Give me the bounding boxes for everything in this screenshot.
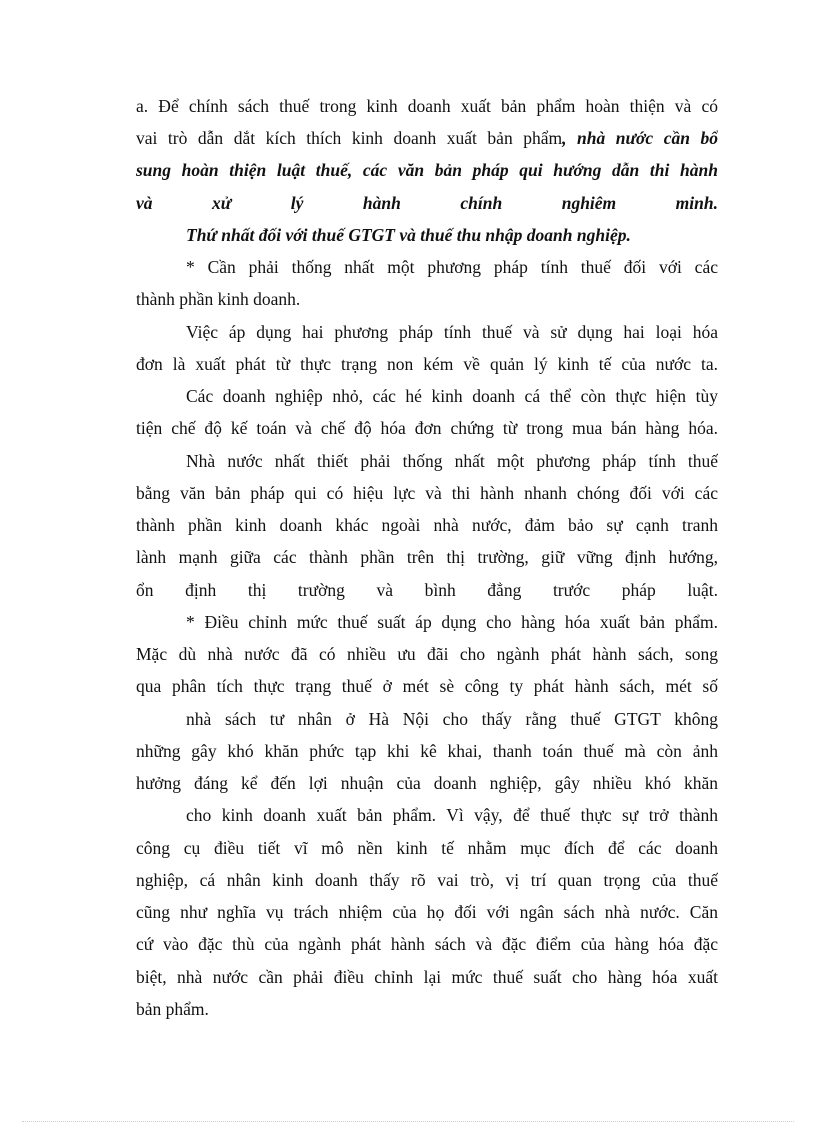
text-line: Mặc dù nhà nước đã có nhiều ưu đãi cho ngành phát hành sách, song xyxy=(136,644,718,664)
text-line: nhà sách tư nhân ở Hà Nội cho thấy rằng thuế GTGT không xyxy=(186,709,718,729)
text-line: biệt, nhà nước cần phải điều chỉnh lại mức thuế suất cho hàng hóa xuất xyxy=(136,967,718,987)
text-line: ổn định thị trường và bình đẳng trước pháp luật. xyxy=(136,580,718,600)
text-line: Việc áp dụng hai phương pháp tính thuế và sử dụng hai loại hóa xyxy=(186,322,718,342)
text-line: lành mạnh giữa các thành phần trên thị trường, giữ vững định hướng, xyxy=(136,547,718,567)
text-line: qua phân tích thực trạng thuế ở mét sè công ty phát hành sách, mét số xyxy=(136,676,718,696)
text-line: tiện chế độ kế toán và chế độ hóa đơn chứng từ trong mua bán hàng hóa. xyxy=(136,418,718,438)
text-line: vai trò dẫn dắt kích thích kinh doanh xuất bản phẩm, nhà nước cần bổ xyxy=(136,128,718,148)
text-line: bản phẩm. xyxy=(136,999,209,1019)
text-line: Nhà nước nhất thiết phải thống nhất một phương pháp tính thuế xyxy=(186,451,718,471)
text-line: thành phần kinh doanh. xyxy=(136,289,301,309)
text-line: cứ vào đặc thù của ngành phát hành sách và đặc điểm của hàng hóa đặc xyxy=(136,934,718,954)
section-heading: Thứ nhất đối với thuế GTGT và thuế thu nhập doanh nghiệp. xyxy=(186,225,631,245)
text-line: bằng văn bản pháp qui có hiệu lực và thi hành nhanh chóng đối với các xyxy=(136,483,718,503)
text-line: công cụ điều tiết vĩ mô nền kinh tế nhằm mục đích để các doanh xyxy=(136,838,718,858)
text-line: a. Để chính sách thuế trong kinh doanh xuất bản phẩm hoàn thiện và có xyxy=(136,96,718,116)
text-line: Các doanh nghiệp nhỏ, các hé kinh doanh cá thể còn thực hiện tùy xyxy=(186,386,718,406)
text-line: và xử lý hành chính nghiêm minh. xyxy=(136,193,718,213)
text-line: * Điều chỉnh mức thuế suất áp dụng cho hàng hóa xuất bản phẩm. xyxy=(186,612,718,632)
text-line: những gây khó khăn phức tạp khi kê khai, thanh toán thuế mà còn ảnh xyxy=(136,741,718,761)
text-line: cũng như nghĩa vụ trách nhiệm của họ đối với ngân sách nhà nước. Căn xyxy=(136,902,718,922)
text-line: nghiệp, cá nhân kinh doanh thấy rõ vai trò, vị trí quan trọng của thuế xyxy=(136,870,718,890)
text-line: * Cần phải thống nhất một phương pháp tính thuế đối với các xyxy=(186,257,718,277)
text-line: hưởng đáng kể đến lợi nhuận của doanh nghiệp, gây nhiều khó khăn xyxy=(136,773,718,793)
text-line: sung hoàn thiện luật thuế, các văn bản pháp qui hướng dẫn thi hành xyxy=(136,160,718,180)
text-line: đơn là xuất phát từ thực trạng non kém về quản lý kinh tế của nước ta. xyxy=(136,354,718,374)
text-line: thành phần kinh doanh khác ngoài nhà nước, đảm bảo sự cạnh tranh xyxy=(136,515,718,535)
page-bottom-rule xyxy=(22,1121,794,1122)
text-line: cho kinh doanh xuất bản phẩm. Vì vậy, để thuế thực sự trở thành xyxy=(186,805,718,825)
